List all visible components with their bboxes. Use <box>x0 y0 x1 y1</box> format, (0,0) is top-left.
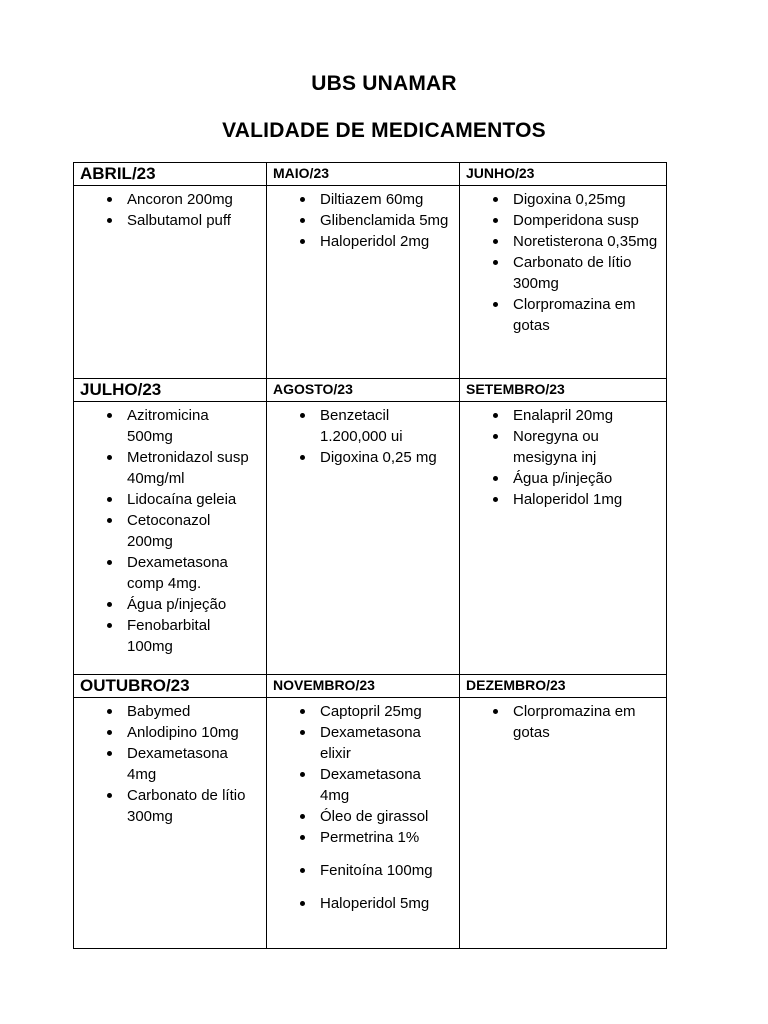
medication-item: Cetoconazol 200mg <box>74 510 258 552</box>
medication-cell <box>460 402 667 675</box>
medication-list <box>267 698 459 914</box>
medication-item: Haloperidol 1mg <box>460 489 658 510</box>
medication-row <box>74 402 667 675</box>
medication-item: Anlodipino 10mg <box>74 722 258 743</box>
page-title: UBS UNAMAR <box>311 72 457 95</box>
month-label: MAIO/23 <box>273 165 330 181</box>
month-header-cell <box>460 675 667 698</box>
medication-list <box>74 402 266 657</box>
month-header-cell <box>460 163 667 186</box>
month-label: ABRIL/23 <box>80 164 156 183</box>
medication-item: Ancoron 200mg <box>74 189 258 210</box>
medication-list <box>460 402 666 510</box>
medication-item: Haloperidol 2mg <box>267 231 451 252</box>
medication-list <box>74 186 266 231</box>
medication-item: Noregyna ou mesigyna inj <box>460 426 658 468</box>
month-label: AGOSTO/23 <box>273 381 353 397</box>
medication-item: Fenobarbital 100mg <box>74 615 258 657</box>
medication-item: Dexametasona elixir <box>267 722 451 764</box>
medication-list <box>460 698 666 743</box>
medication-list <box>74 698 266 827</box>
medication-item: Fenitoína 100mg <box>267 860 451 881</box>
month-label: DEZEMBRO/23 <box>466 677 566 693</box>
month-label: OUTUBRO/23 <box>80 676 190 695</box>
medication-cell <box>74 186 267 379</box>
month-header-cell <box>460 379 667 402</box>
medication-expiry-table <box>73 162 667 949</box>
medication-item: Permetrina 1% <box>267 827 451 848</box>
medication-item: Captopril 25mg <box>267 701 451 722</box>
medication-item: Metronidazol susp 40mg/ml <box>74 447 258 489</box>
medication-item: Água p/injeção <box>460 468 658 489</box>
month-label: JUNHO/23 <box>466 165 535 181</box>
medication-row <box>74 186 667 379</box>
medication-item: Dexametasona 4mg <box>267 764 451 806</box>
month-header-cell <box>74 163 267 186</box>
medication-item: Óleo de girassol <box>267 806 451 827</box>
medication-list <box>460 186 666 336</box>
medication-cell <box>267 402 460 675</box>
medication-item: Carbonato de lítio 300mg <box>460 252 658 294</box>
medication-item: Babymed <box>74 701 258 722</box>
medication-cell <box>460 186 667 379</box>
month-header-cell <box>267 379 460 402</box>
medication-item: Glibenclamida 5mg <box>267 210 451 231</box>
month-label: NOVEMBRO/23 <box>273 677 375 693</box>
medication-item: Digoxina 0,25 mg <box>267 447 451 468</box>
medication-item: Água p/injeção <box>74 594 258 615</box>
medication-cell <box>460 698 667 949</box>
medication-item: Clorpromazina em gotas <box>460 701 658 743</box>
medication-item: Carbonato de lítio 300mg <box>74 785 258 827</box>
month-header-row <box>74 675 667 698</box>
medication-cell <box>267 698 460 949</box>
medication-item: Haloperidol 5mg <box>267 893 451 914</box>
medication-cell <box>74 698 267 949</box>
medication-item: Salbutamol puff <box>74 210 258 231</box>
medication-item: Enalapril 20mg <box>460 405 658 426</box>
medication-cell <box>74 402 267 675</box>
medication-item: Clorpromazina em gotas <box>460 294 658 336</box>
page-subtitle: VALIDADE DE MEDICAMENTOS <box>222 119 546 142</box>
medication-row <box>74 698 667 949</box>
medication-item: Noretisterona 0,35mg <box>460 231 658 252</box>
medication-item: Dexametasona 4mg <box>74 743 258 785</box>
month-label: SETEMBRO/23 <box>466 381 565 397</box>
month-header-row <box>74 379 667 402</box>
medication-item: Lidocaína geleia <box>74 489 258 510</box>
month-label: JULHO/23 <box>80 380 162 399</box>
month-header-cell <box>267 675 460 698</box>
medication-item: Domperidona susp <box>460 210 658 231</box>
month-header-cell <box>267 163 460 186</box>
medication-item: Digoxina 0,25mg <box>460 189 658 210</box>
medication-list <box>267 186 459 252</box>
medication-item: Azitromicina 500mg <box>74 405 258 447</box>
medication-item: Dexametasona comp 4mg. <box>74 552 258 594</box>
medication-item: Benzetacil 1.200,000 ui <box>267 405 451 447</box>
medication-list <box>267 402 459 468</box>
month-header-row <box>74 163 667 186</box>
medication-cell <box>267 186 460 379</box>
medication-item: Diltiazem 60mg <box>267 189 451 210</box>
month-header-cell <box>74 675 267 698</box>
month-header-cell <box>74 379 267 402</box>
